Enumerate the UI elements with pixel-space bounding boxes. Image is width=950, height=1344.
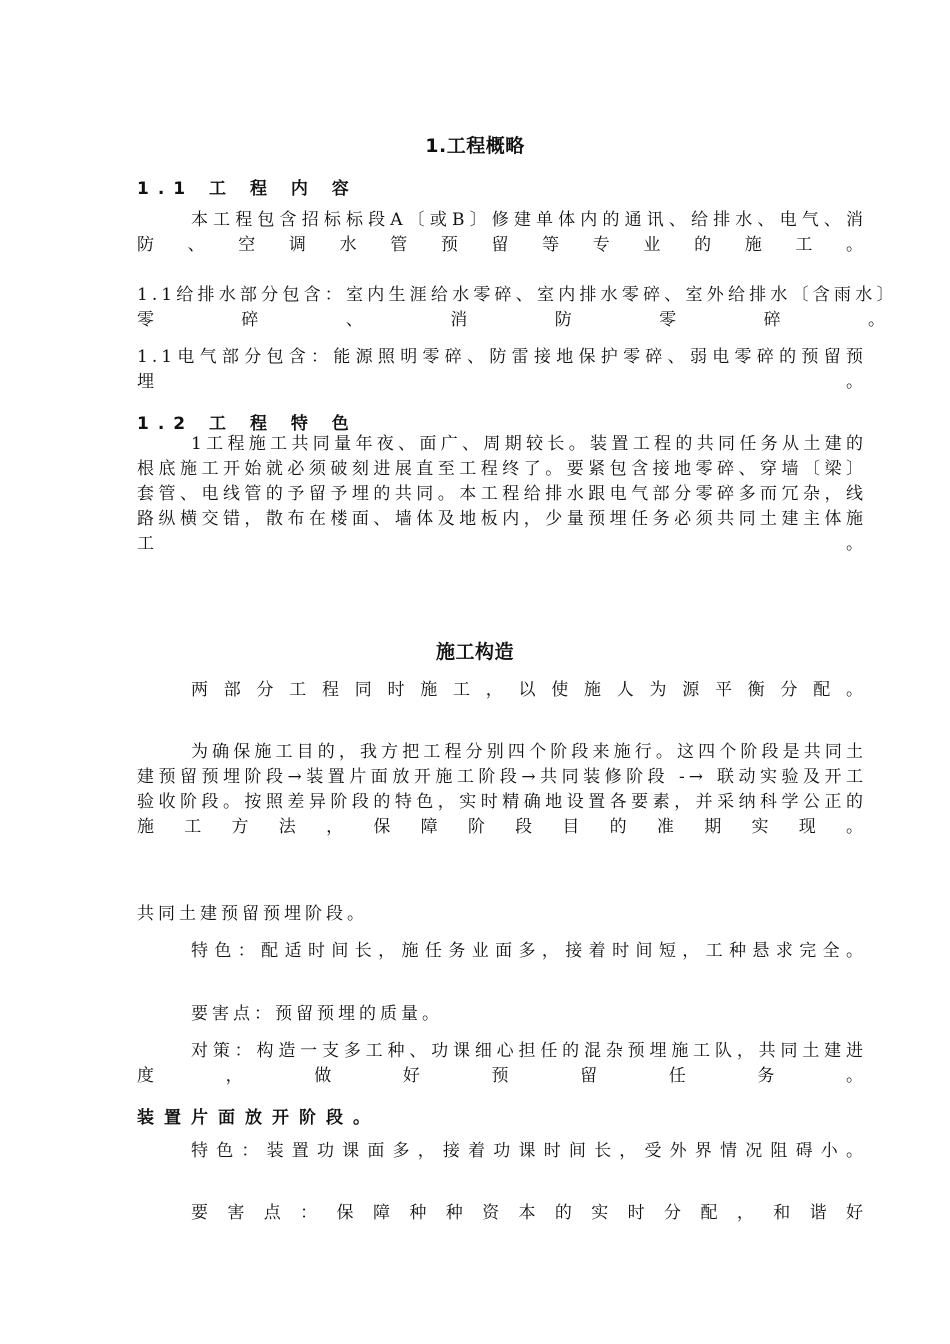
paragraph-plumbing: 1.1给排水部分包含：室内生涯给水零碎、室内排水零碎、室外给排水〔含雨水〕零碎、消防零碎。 — [137, 285, 889, 330]
paragraph-stage2-features: 特色：装置功课面多，接着功课时间长，受外界情况阻碍小。 — [191, 1141, 867, 1161]
paragraph-four-stages: 为确保施工目的，我方把工程分别四个阶段来施行。这四个阶段是共同土建预留预埋阶段→装置片面放开施工阶段→共同装修阶段 -→ 联动实验及开工验收阶段。按照差异阶段的特色，实时精确地设置各要素，并采纳科学公正的施工方法，保障阶段目的准期实现。 — [137, 742, 867, 837]
paragraph-intro: 本工程包含招标标段A〔或B〕修建单体内的通讯、给排水、电气、消防、空调水管预留等专业的施工。 — [137, 210, 867, 255]
paragraph-features: 1工程施工共同量年夜、面广、周期较长。装置工程的共同任务从土建的根底施工开始就必须破刻进展直至工程终了。要紧包含接地零碎、穿墙〔梁〕套管、电线管的予留予埋的共同。本工程给排水跟电气部分零碎多而冗杂，线路纵横交错，散布在楼面、墙体及地板内，少量预埋任务必须共同土建主体施工。 — [137, 434, 867, 554]
paragraph-stage1-title: 共同土建预留预埋阶段。 — [137, 904, 368, 924]
section-heading-stage2: 装置片面放开阶段。 — [137, 1108, 380, 1128]
paragraph-simultaneous: 两部分工程同时施工，以使施人为源平衡分配。 — [191, 680, 867, 700]
section-heading-project-content: 1.1 工 程 内 容 — [137, 179, 358, 199]
document-title: 1.工程概略 — [425, 135, 525, 157]
paragraph-electrical: 1.1电气部分包含：能源照明零碎、防雷接地保护零碎、弱电零碎的预留预埋。 — [137, 347, 867, 392]
paragraph-stage2-key-point: 要害点：保障种种资本的实时分配，和谐好 — [191, 1203, 867, 1223]
section-heading-project-features: 1.2 工 程 特 色 — [137, 414, 358, 434]
section-title-construction: 施工构造 — [435, 641, 514, 663]
paragraph-stage1-key-point: 要害点：预留预埋的质量。 — [191, 1004, 443, 1024]
paragraph-stage1-features: 特色：配适时间长，施任务业面多，接着时间短，工种悬求完全。 — [191, 941, 867, 961]
paragraph-stage1-measure: 对策：构造一支多工种、功课细心担任的混杂预埋施工队，共同土建进度，做好预留任务。 — [137, 1041, 867, 1086]
